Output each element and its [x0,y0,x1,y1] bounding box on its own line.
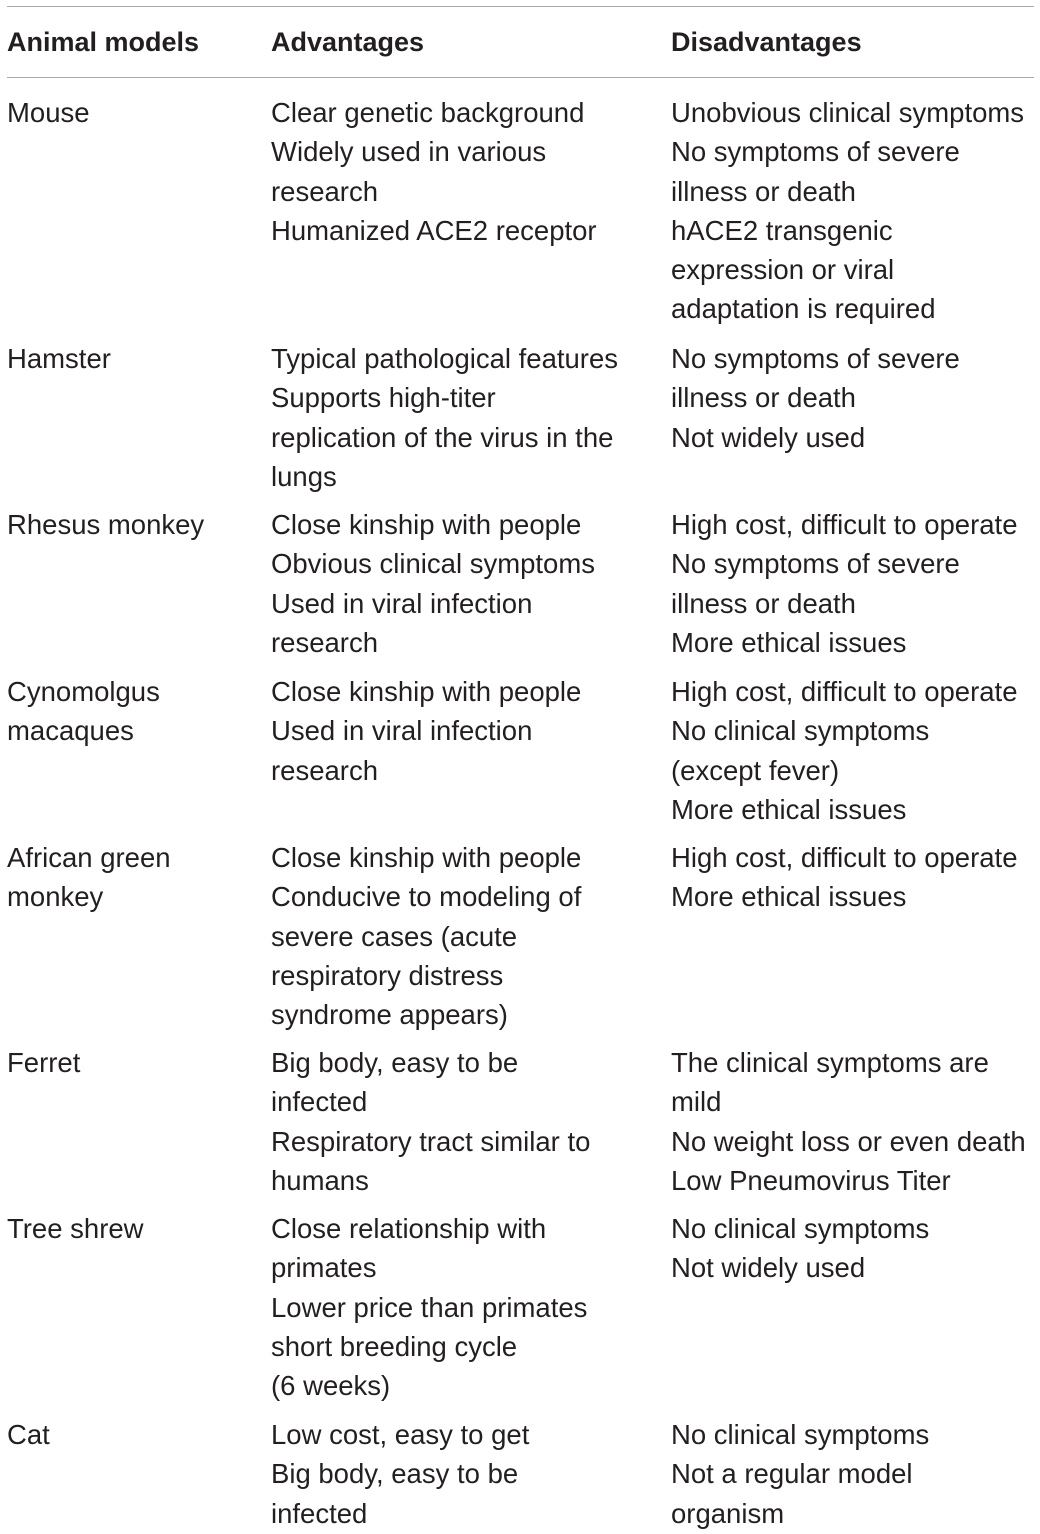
cell-text-line: Used in viral infection [271,587,533,619]
cell-text-line: No symptoms of severe [671,136,960,168]
cell-disadvantages [671,838,1040,917]
cell-text-line: No weight loss or even death [671,1125,1026,1157]
cell-text-line: macaques [7,715,134,747]
cell-disadvantages [671,1415,1040,1533]
cell-text-line: expression or viral [671,254,895,286]
cell-text-line: No symptoms of severe [671,548,960,580]
cell-disadvantages [671,93,1040,329]
cell-text-line: The clinical symptoms are [671,1047,989,1078]
cell-text-line: lungs [271,460,337,492]
cell-text-line: respiratory distress [271,959,504,991]
header-animal-models: Animal models [7,27,200,57]
cell-text-line: Big body, easy to be [271,1047,519,1078]
cell-text-line: Obvious clinical symptoms [271,548,595,580]
cell-disadvantages [671,339,1040,457]
cell-text-line: No symptoms of severe [671,343,960,374]
cell-advantages [271,505,663,662]
cell-text-line: humans [271,1164,369,1196]
cell-text-line: Ferret [7,1047,81,1078]
cell-text-line: Close relationship with [271,1213,547,1244]
cell-text-line: Close kinship with people [271,842,582,873]
cell-disadvantages [671,672,1040,829]
cell-text-line: High cost, difficult to operate [671,676,1018,707]
cell-disadvantages [671,1209,1040,1288]
cell-text-line: Typical pathological features [271,343,619,374]
cell-text-line: research [271,626,378,658]
cell-text-line: Not a regular model [671,1458,913,1490]
cell-text-line: adaptation is required [671,293,936,325]
table-header-row [0,22,1040,62]
cell-text-line: mild [671,1086,722,1118]
cell-text-line: Not widely used [671,1252,866,1284]
cell-text-line: African green [7,842,171,873]
cell-text-line: Close kinship with people [271,676,582,707]
cell-text-line: Hamster [7,343,111,374]
cell-text-line: replication of the virus in the [271,421,614,453]
cell-text-line: Conducive to modeling of [271,881,582,913]
cell-text-line: Supports high-titer [271,382,496,414]
cell-animal-model [7,1043,262,1082]
cell-text-line: No clinical symptoms [671,1419,930,1450]
cell-text-line: Humanized ACE2 receptor [271,214,597,246]
cell-text-line: Unobvious clinical symptoms [671,97,1025,128]
cell-text-line: (6 weeks) [271,1370,391,1402]
cell-text-line: Used in viral infection [271,715,533,747]
cell-text-line: research [271,175,378,207]
cell-animal-model [7,1209,262,1248]
cell-text-line: illness or death [671,587,856,619]
cell-text-line: Cat [7,1419,50,1450]
cell-text-line: infected [271,1497,368,1529]
cell-text-line: monkey [7,881,104,913]
cell-text-line: hACE2 transgenic [671,214,893,246]
cell-text-line: More ethical issues [671,626,907,658]
cell-advantages [271,672,663,790]
cell-text-line: Respiratory tract similar to [271,1125,591,1157]
cell-text-line: No clinical symptoms [671,1213,930,1244]
cell-text-line: Rhesus monkey [7,509,205,540]
cell-advantages [271,838,663,1034]
cell-text-line: Mouse [7,97,90,128]
cell-text-line: High cost, difficult to operate [671,509,1018,540]
cell-animal-model [7,93,262,132]
header-advantages: Advantages [271,27,425,57]
cell-text-line: organism [671,1497,785,1529]
cell-text-line: High cost, difficult to operate [671,842,1018,873]
cell-text-line: research [271,754,378,786]
cell-text-line: syndrome appears) [271,999,508,1031]
cell-text-line: Close kinship with people [271,509,582,540]
cell-animal-model [7,672,262,751]
cell-text-line: Low cost, easy to get [271,1419,530,1450]
cell-text-line: Widely used in various [271,136,547,168]
cell-text-line: Low Pneumovirus Titer [671,1164,951,1196]
table-top-rule [7,6,1034,7]
cell-text-line: More ethical issues [671,881,907,913]
cell-animal-model [7,505,262,544]
cell-animal-model [7,339,262,378]
cell-text-line: Cynomolgus [7,676,160,707]
cell-animal-model [7,1415,262,1454]
cell-text-line: Clear genetic background [271,97,585,128]
cell-disadvantages [671,1043,1040,1200]
table-header-rule [7,77,1034,78]
cell-text-line: severe cases (acute [271,920,518,952]
cell-text-line: infected [271,1086,368,1118]
cell-animal-model [7,838,262,917]
cell-text-line: Tree shrew [7,1213,144,1244]
cell-disadvantages [671,505,1040,662]
header-disadvantages: Disadvantages [671,27,862,57]
cell-text-line: More ethical issues [671,793,907,825]
cell-text-line: Not widely used [671,421,866,453]
cell-text-line: illness or death [671,382,856,414]
cell-text-line: illness or death [671,175,856,207]
cell-advantages [271,93,663,250]
cell-advantages [271,339,663,496]
cell-text-line: short breeding cycle [271,1330,518,1362]
cell-advantages [271,1415,663,1533]
cell-advantages [271,1043,663,1200]
cell-text-line: (except fever) [671,754,840,786]
cell-text-line: Big body, easy to be [271,1458,519,1490]
cell-text-line: No clinical symptoms [671,715,930,747]
cell-text-line: primates [271,1252,377,1284]
cell-advantages [271,1209,663,1405]
cell-text-line: Lower price than primates [271,1291,588,1323]
